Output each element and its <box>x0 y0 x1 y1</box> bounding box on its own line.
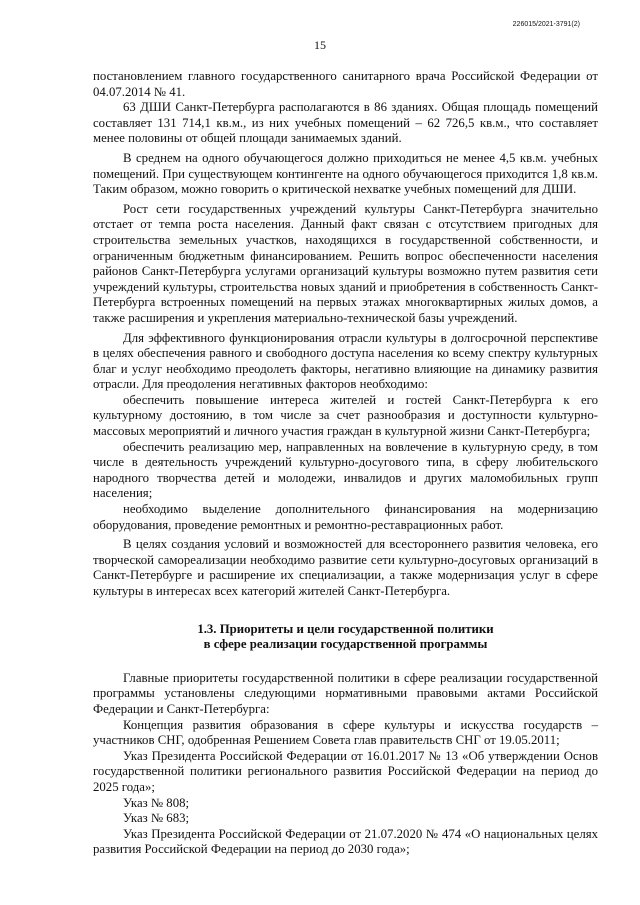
paragraph: Главные приоритеты государственной политики в сфере реализации государственной программы установлены следующими нормативными правовыми актами Российской Федерации и Санкт-Петербурга: <box>93 670 598 716</box>
list-item: Указ № 808; <box>123 795 190 810</box>
document-id: 226015/2021-3791(2) <box>512 21 580 28</box>
paragraph: Для эффективного функционирования отрасли культуры в долгосрочной перспективе в целях обеспечения равного и свободного доступа населения ко всему спектру культурных благ и услуг необходимо преодолеть факторы, негативно влияющие на динамику развития отрасли. Для преодоления негативных факторов необходимо: <box>93 330 598 392</box>
list-item: Концепция развития образования в сфере культуры и искусства государств – участников СНГ, одобренная Решением Совета глав правительств СНГ от 19.05.2011; <box>93 717 598 748</box>
page-number: 15 <box>314 38 326 52</box>
paragraph: необходимо выделение дополнительного финансирования на модернизацию оборудования, проведение ремонтных и ремонтно-реставрационных работ. <box>93 502 598 532</box>
paragraph: В целях создания условий и возможностей для всестороннего развития человека, его творческой самореализации необходимо развитие сети культурно-досуговых организаций в Санкт-Петербурге и расширение их специализации, а также модернизация услуг в сфере культуры в интересах всех категорий жителей Санкт-Петербурга. <box>93 537 598 598</box>
document-body <box>93 69 598 858</box>
paragraph: В среднем на одного обучающегося должно приходиться не менее 4,5 кв.м. учебных помещений. При существующем контингенте на одного обучающегося приходится 1,8 кв.м. Таким образом, можно говорить о критической нехватке учебных помещений для ДШИ. <box>93 150 598 197</box>
paragraph: Рост сети государственных учреждений культуры Санкт-Петербурга значительно отстает от темпа роста населения. Данный факт связан с отсутствием пригодных для строительства земельных участков, находящихся в государственной собственности, и ограниченным бюджетным финансированием. Решить вопрос обеспеченности населения районов Санкт-Петербурга услугами организаций культуры возможно путем развития сети учреждений культуры, строительства новых зданий и приобретения в собственность Санкт-Петербурга встроенных помещений на первых этажах многоквартирных жилых домов, а также расширения и укрепления материально-технической базы учреждений. <box>93 201 598 325</box>
section-title-line1: 1.3. Приоритеты и цели государственной политики <box>197 621 494 636</box>
section-heading <box>93 622 598 653</box>
list-item: Указ Президента Российской Федерации от 16.01.2017 № 13 «Об утверждении Основ государственной политики регионального развития Российской Федерации на период до 2025 года»; <box>93 748 598 794</box>
paragraph: обеспечить реализацию мер, направленных на вовлечение в культурную среду, в том числе в деятельность учреждений культурно-досугового типа, в сферу любительского народного творчества детей и молодежи, инвалидов и других маломобильных групп населения; <box>93 439 598 501</box>
list-item: Указ Президента Российской Федерации от 21.07.2020 № 474 «О национальных целях развития Российской Федерации на период до 2030 года»; <box>93 826 598 857</box>
paragraph: обеспечить повышение интереса жителей и гостей Санкт-Петербурга к его культурному достоянию, в том числе за счет разнообразия и доступности культурно-массовых мероприятий и личного участия граждан в культурной жизни Санкт-Петербурга; <box>93 392 598 439</box>
list-item: Указ № 683; <box>123 811 190 826</box>
paragraph: постановлением главного государственного санитарного врача Российской Федерации от 04.07.2014 № 41. <box>93 69 598 99</box>
section-title-line2: в сфере реализации государственной программы <box>203 637 488 652</box>
paragraph: 63 ДШИ Санкт-Петербурга располагаются в 86 зданиях. Общая площадь помещений составляет 131 714,1 кв.м., из них учебных помещений – 62 726,5 кв.м., что составляет менее половины от общей площади занимаемых зданий. <box>93 100 598 146</box>
